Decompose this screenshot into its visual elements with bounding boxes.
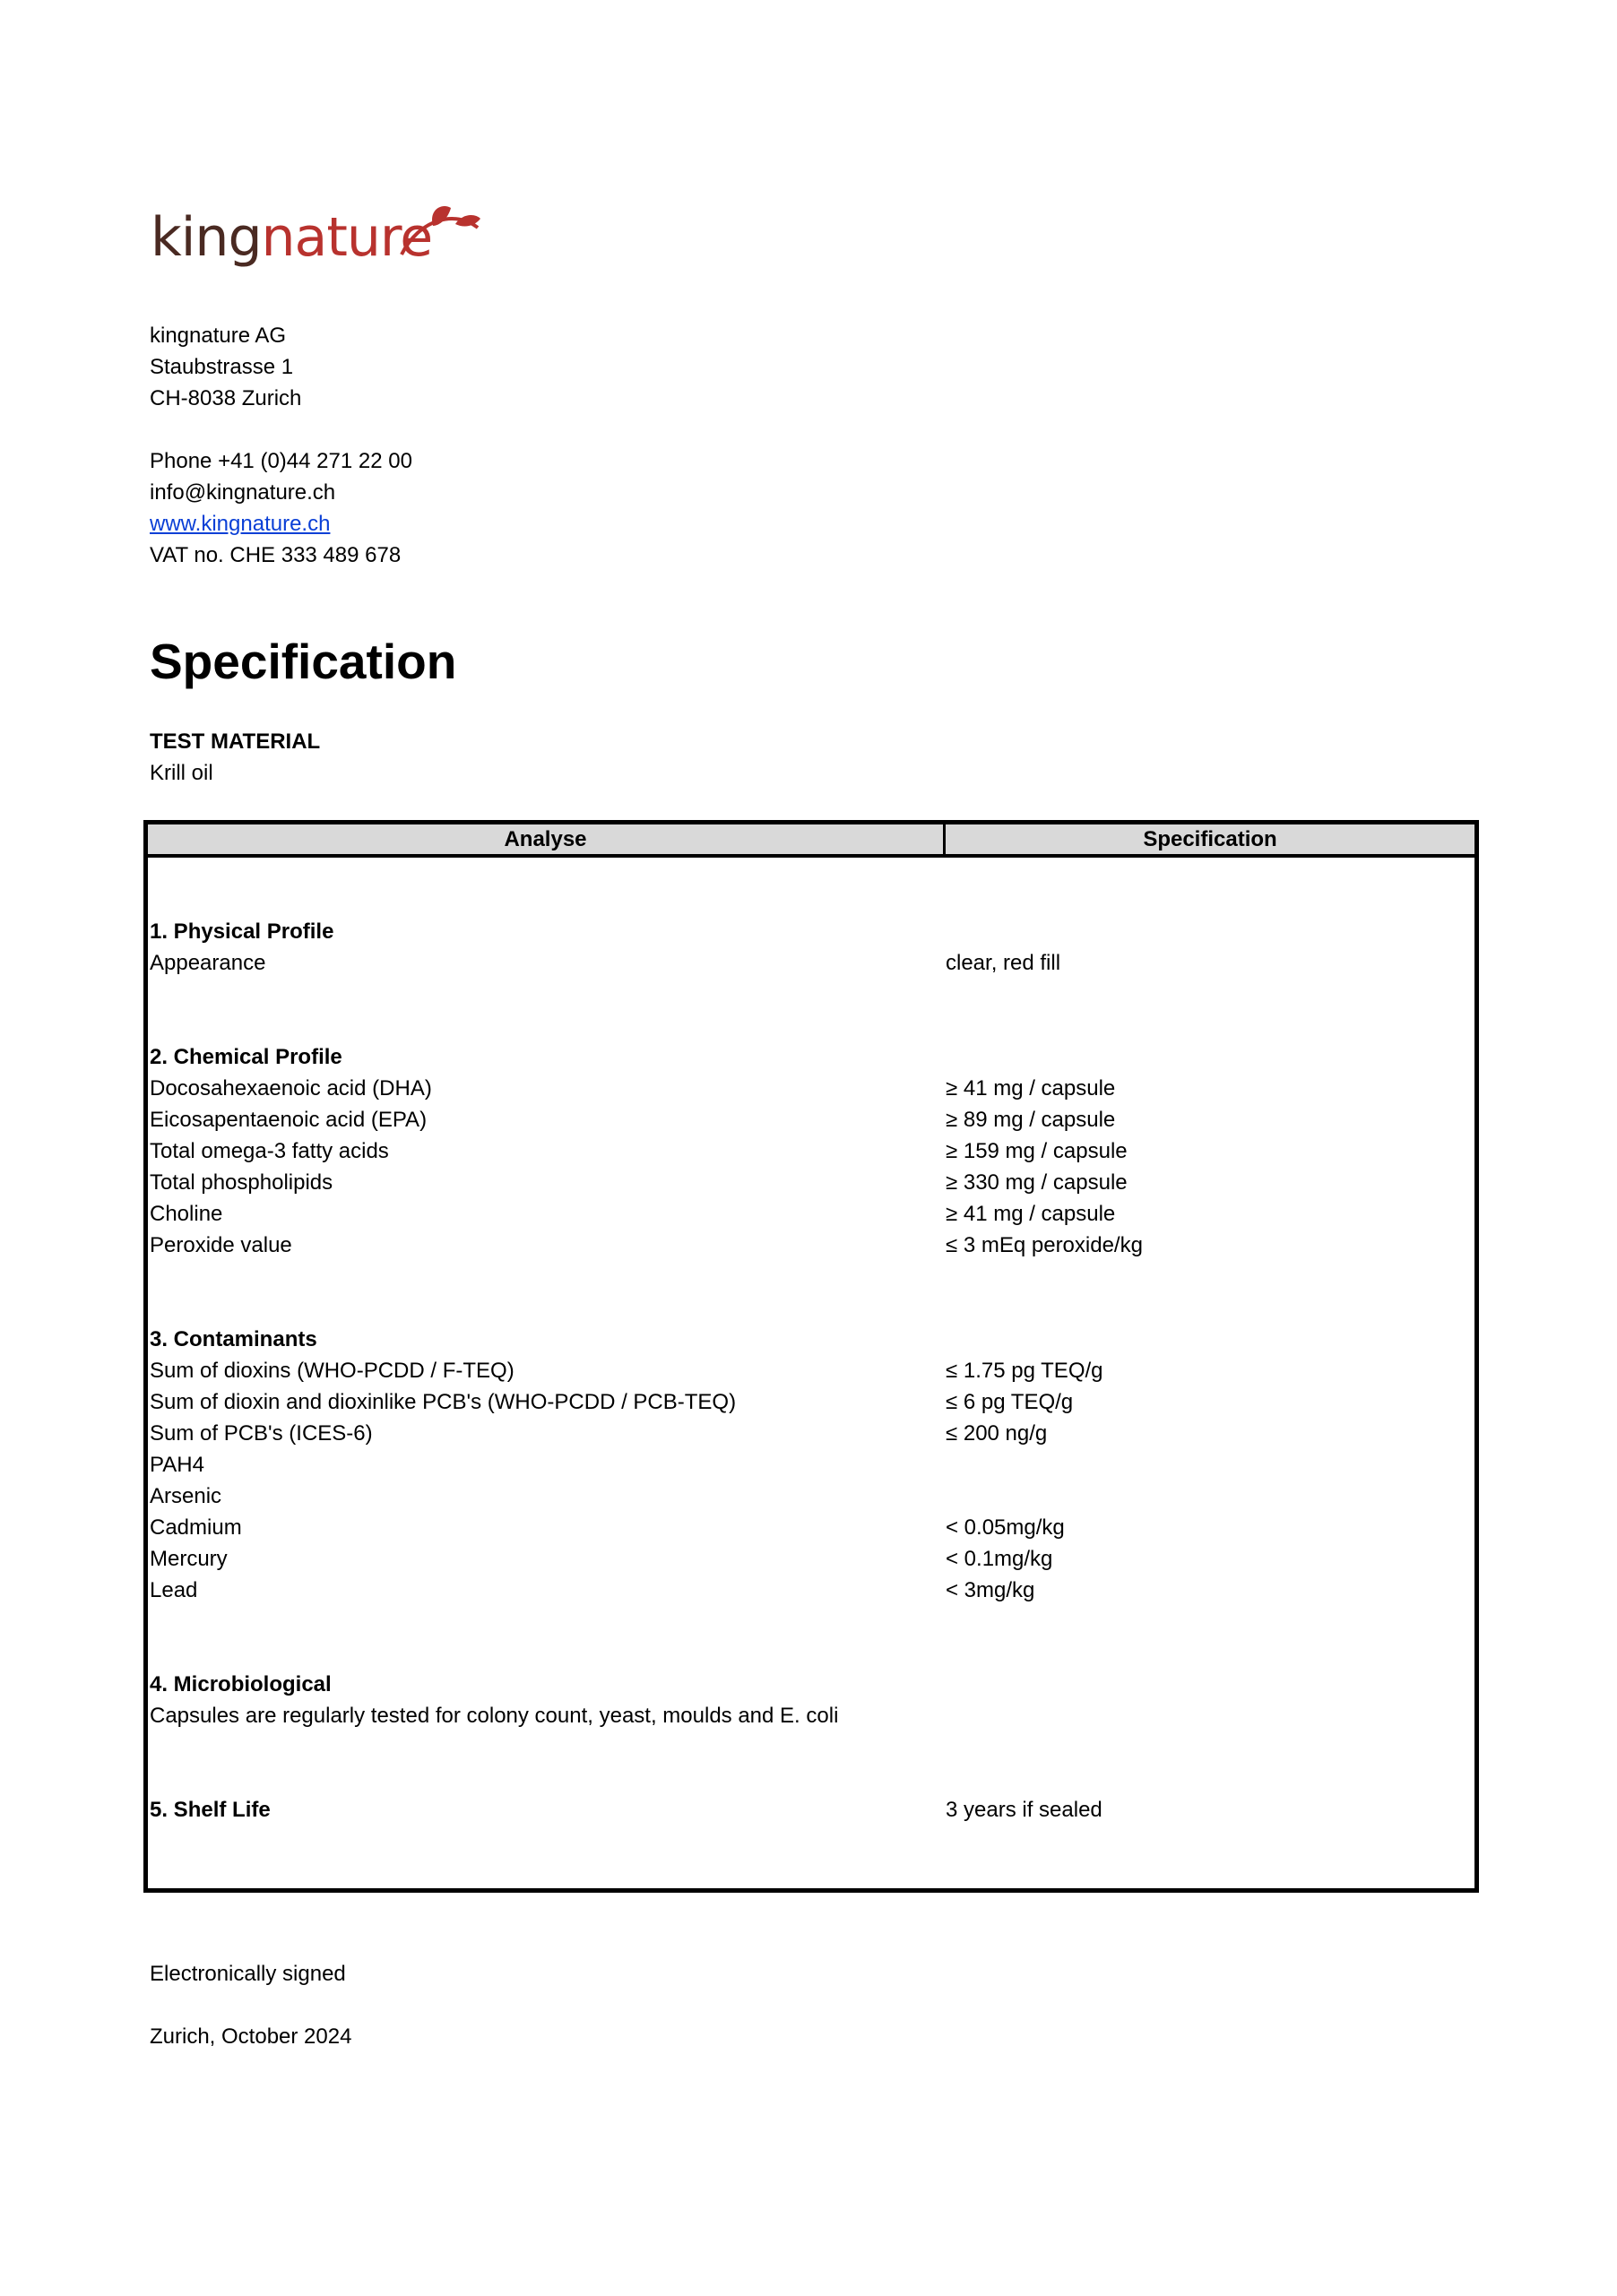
spec-cell: ≥ 41 mg / capsule [946, 1202, 1116, 1226]
analyse-cell: Eicosapentaenoic acid (EPA) [150, 1108, 428, 1132]
spec-cell: ≥ 41 mg / capsule [946, 1076, 1116, 1101]
leaf-icon [384, 201, 482, 272]
section-heading-physical: 1. Physical Profile [150, 919, 334, 944]
spec-cell: ≤ 200 ng/g [946, 1421, 1048, 1446]
kingnature-logo [151, 201, 473, 290]
spec-cell: 3 years if sealed [946, 1798, 1102, 1822]
spec-cell: < 3mg/kg [946, 1578, 1035, 1602]
section-heading-microbiological: 4. Microbiological [150, 1672, 332, 1696]
column-header-analyse: Analyse [148, 824, 946, 858]
analyse-cell: Arsenic [150, 1484, 222, 1508]
test-material-label: TEST MATERIAL [150, 729, 321, 754]
analyse-cell: Appearance [150, 951, 266, 975]
analyse-cell: Mercury [150, 1547, 228, 1571]
company-city: CH-8038 Zurich [150, 386, 302, 410]
analyse-cell: Total phospholipids [150, 1170, 333, 1195]
analyse-cell: Total omega-3 fatty acids [150, 1139, 389, 1163]
analyse-cell: Choline [150, 1202, 223, 1226]
analyse-cell: Peroxide value [150, 1233, 292, 1257]
spec-cell: clear, red fill [946, 951, 1061, 975]
company-email: info@kingnature.ch [150, 480, 336, 505]
test-material-value: Krill oil [150, 761, 213, 785]
analyse-cell: Sum of dioxins (WHO-PCDD / F-TEQ) [150, 1359, 514, 1383]
analyse-cell: Docosahexaenoic acid (DHA) [150, 1076, 432, 1101]
place-date: Zurich, October 2024 [150, 2024, 352, 2049]
company-name: kingnature AG [150, 324, 287, 348]
analyse-cell: Capsules are regularly tested for colony count, yeast, moulds and E. coli [150, 1704, 839, 1728]
company-website-link[interactable]: www.kingnature.ch [150, 512, 331, 536]
spec-cell: ≤ 6 pg TEQ/g [946, 1390, 1074, 1414]
signature-note: Electronically signed [150, 1962, 346, 1986]
section-heading-chemical: 2. Chemical Profile [150, 1045, 342, 1069]
page-title: Specification [150, 634, 457, 689]
company-street: Staubstrasse 1 [150, 355, 294, 379]
column-header-specification: Specification [946, 824, 1474, 858]
company-vat: VAT no. CHE 333 489 678 [150, 543, 402, 567]
analyse-cell: Sum of dioxin and dioxinlike PCB's (WHO-PCDD / PCB-TEQ) [150, 1390, 737, 1414]
analyse-cell: Cadmium [150, 1515, 242, 1540]
company-phone: Phone +41 (0)44 271 22 00 [150, 449, 412, 473]
section-heading-contaminants: 3. Contaminants [150, 1327, 317, 1351]
spec-cell: ≥ 159 mg / capsule [946, 1139, 1128, 1163]
spec-cell: ≤ 3 mEq peroxide/kg [946, 1233, 1143, 1257]
spec-cell: ≥ 89 mg / capsule [946, 1108, 1116, 1132]
spec-cell: ≤ 1.75 pg TEQ/g [946, 1359, 1103, 1383]
spec-cell: ≥ 330 mg / capsule [946, 1170, 1128, 1195]
analyse-cell: Lead [150, 1578, 198, 1602]
section-heading-shelf-life: 5. Shelf Life [150, 1798, 271, 1822]
logo-wordmark: kingnature [151, 206, 433, 269]
analyse-cell: PAH4 [150, 1453, 204, 1477]
analyse-cell: Sum of PCB's (ICES-6) [150, 1421, 373, 1446]
specification-table [143, 820, 1479, 1893]
spec-cell: < 0.05mg/kg [946, 1515, 1065, 1540]
spec-cell: < 0.1mg/kg [946, 1547, 1053, 1571]
